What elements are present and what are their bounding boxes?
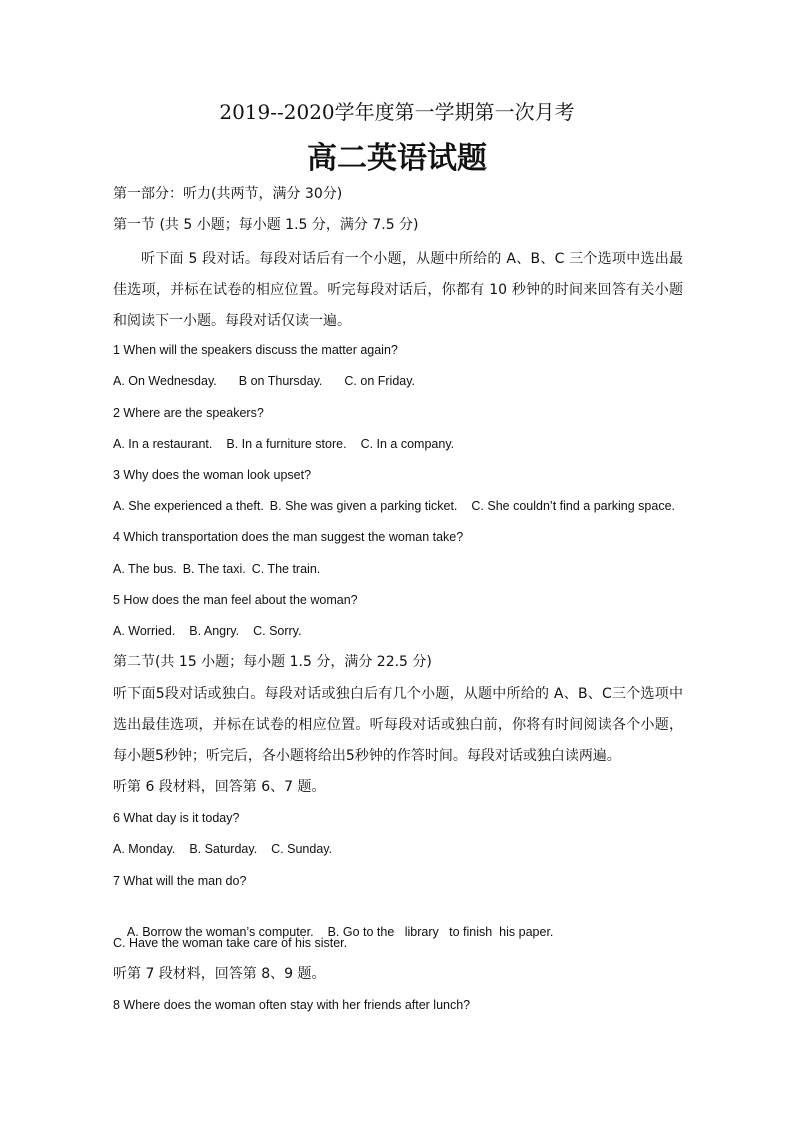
section2-instructions: 听下面5段对话或独白。每段对话或独白后有几个小题，从题中所给的 A、B、C三个选项中选出最佳选项，并标在试卷的相应位置。听每段对话或独白前，你将有时间阅读各个小题，每小题5秒钟；听完后，各小题将给出5秒钟的作答时间。每段对话或独白读两遍。 — [113, 686, 683, 764]
section1-heading: 第一节 (共 5 小题；每小题 1.5 分，满分 7.5 分) — [113, 217, 419, 233]
option-c: C. In a company. — [360, 437, 455, 451]
option-a: A. Borrow the woman’s computer. — [126, 925, 314, 939]
question-2-options — [113, 434, 454, 454]
question-3: 3 Why does the woman look upset? — [113, 468, 312, 482]
paper-title: 高二英语试题 — [307, 141, 487, 176]
question-7: 7 What will the man do? — [113, 874, 247, 888]
option-c: C. Sunday. — [271, 842, 333, 856]
question-6-options — [113, 839, 332, 859]
material-6-note: 听第 6 段材料，回答第 6、7 题。 — [113, 779, 326, 795]
option-a: A. On Wednesday. — [113, 374, 217, 388]
question-2: 2 Where are the speakers? — [113, 406, 264, 420]
question-3-options — [113, 496, 675, 516]
option-b: B. She was given a parking ticket. — [269, 499, 458, 513]
option-a: A. Monday. — [113, 842, 176, 856]
question-5: 5 How does the man feel about the woman? — [113, 593, 358, 607]
option-b: B on Thursday. — [238, 374, 323, 388]
question-7-options-ab — [113, 902, 553, 962]
option-c: C. She couldn’t find a parking space. — [471, 499, 676, 513]
question-1: 1 When will the speakers discuss the matter again? — [113, 343, 398, 357]
question-8: 8 Where does the woman often stay with her friends after lunch? — [113, 998, 471, 1012]
question-5-options — [113, 621, 301, 641]
option-a: A. The bus. — [113, 562, 177, 576]
question-4: 4 Which transportation does the man suggest the woman take? — [113, 530, 464, 544]
option-b: B. Go to the library to finish his paper. — [327, 925, 554, 939]
part1-heading: 第一部分：听力(共两节，满分 30分) — [113, 186, 343, 202]
option-c: C. Sorry. — [253, 624, 302, 638]
option-a: A. In a restaurant. — [113, 437, 213, 451]
option-c: C. The train. — [251, 562, 321, 576]
question-4-options — [113, 559, 320, 579]
option-b: B. Saturday. — [189, 842, 258, 856]
question-7-option-c: C. Have the woman take care of his sister. — [113, 936, 348, 950]
option-a: A. Worried. — [113, 624, 176, 638]
material-7-note: 听第 7 段材料，回答第 8、9 题。 — [113, 966, 326, 982]
option-b: B. In a furniture store. — [226, 437, 347, 451]
option-b: B. Angry. — [189, 624, 240, 638]
section1-instructions: 听下面 5 段对话。每段对话后有一个小题，从题中所给的 A、B、C 三个选项中选出最佳选项，并标在试卷的相应位置。听完每段对话后，你都有 10 秒钟的时间来回答有关小题和阅读下一小题。每段对话仅读一遍。 — [113, 251, 683, 329]
section2-heading: 第二节(共 15 小题；每小题 1.5 分，满分 22.5 分) — [113, 654, 432, 670]
question-1-options — [113, 371, 415, 391]
exam-title: 2019--2020学年度第一学期第一次月考 — [219, 100, 575, 124]
option-b: B. The taxi. — [182, 562, 246, 576]
option-a: A. She experienced a theft. — [113, 499, 264, 513]
option-c: C. on Friday. — [344, 374, 416, 388]
question-6: 6 What day is it today? — [113, 811, 240, 825]
